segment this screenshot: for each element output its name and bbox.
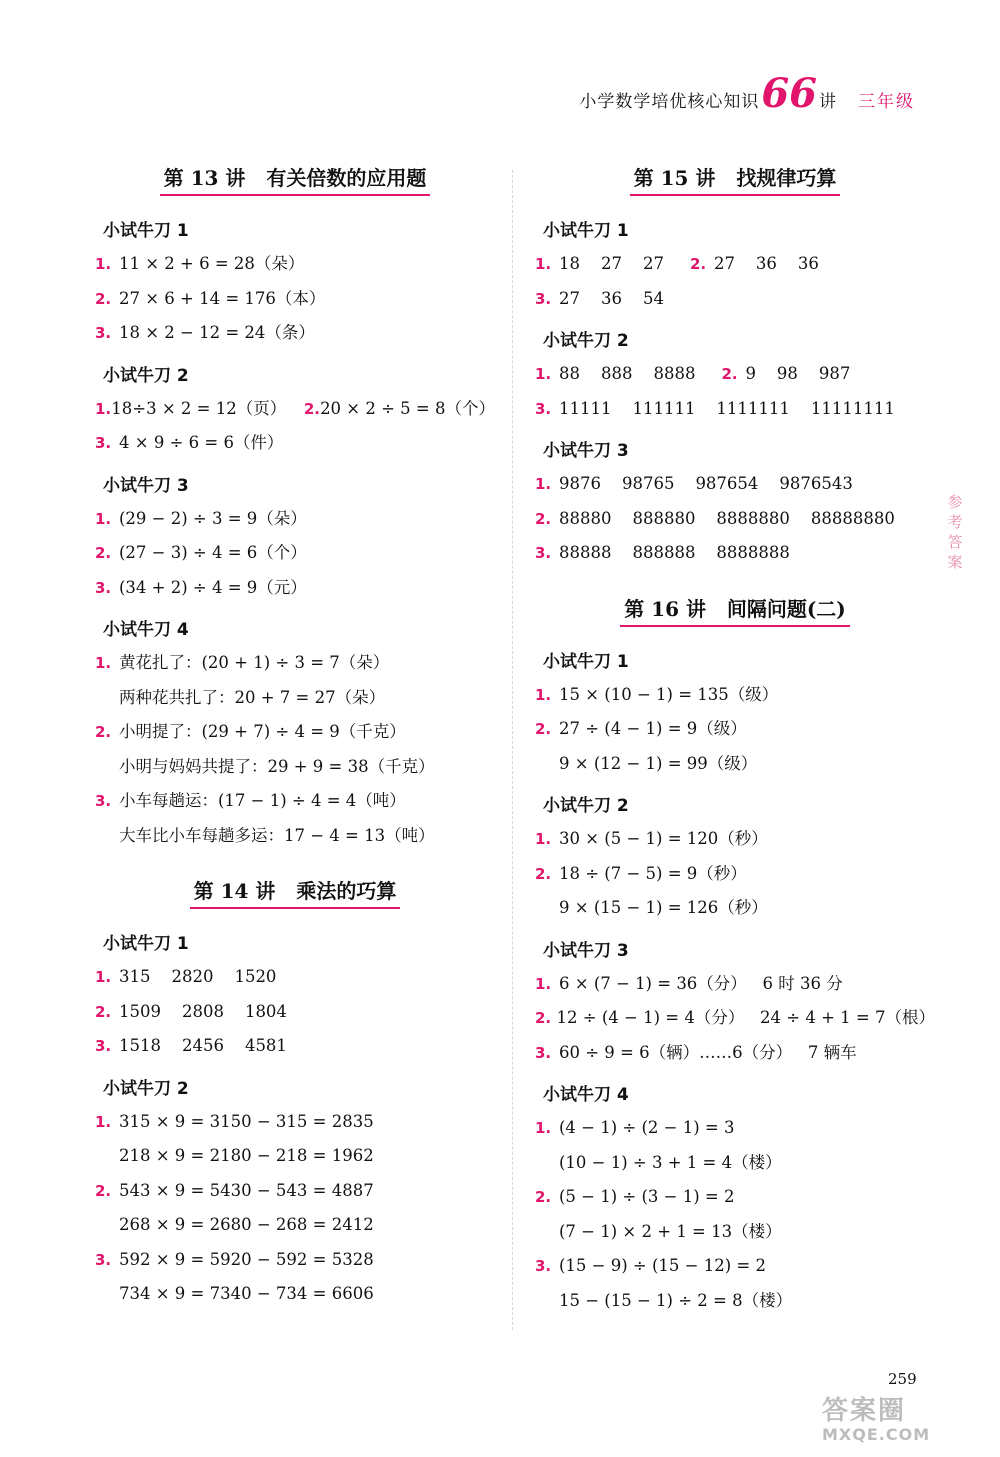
question-number: 1.	[535, 830, 552, 848]
answer-text: 小明与妈妈共提了：29 + 9 = 38（千克）	[119, 756, 435, 776]
answer-text: 27 36 36	[713, 254, 819, 273]
answer-text: 27 × 6 + 14 = 176（本）	[119, 288, 326, 308]
grade-label: 三年级	[858, 92, 915, 112]
answer-text: 60 ÷ 9 = 6（辆）……6（分） 7 辆车	[559, 1042, 857, 1062]
answer-line	[535, 678, 935, 713]
question-number: 2.	[721, 365, 738, 383]
question-number: 3.	[535, 1257, 552, 1275]
answer-line	[95, 392, 495, 427]
answer-text: 27 36 54	[559, 288, 664, 308]
answer-line	[95, 681, 495, 716]
question-number: 3.	[535, 544, 552, 562]
answer-text: 两种花共扎了：20 + 7 = 27（朵）	[119, 687, 386, 707]
answer-line	[535, 1284, 935, 1319]
answer-text: 315 × 9 = 3150 − 315 = 2835	[119, 1111, 374, 1131]
answer-line	[95, 960, 495, 995]
answer-line	[95, 1174, 495, 1209]
question-number: 3.	[95, 324, 112, 342]
answer-line	[95, 502, 495, 537]
answer-text: 18 ÷ (7 − 5) = 9（秒）	[559, 863, 747, 883]
answer-line	[95, 571, 495, 606]
section-heading: 小试牛刀 1	[103, 221, 189, 241]
answer-text: 小车每趟运：(17 − 1) ÷ 4 = 4（吨）	[119, 791, 406, 810]
question-number: 3.	[95, 1250, 112, 1269]
lecture-14-title: 第 14 讲 乘法的巧算	[190, 875, 401, 909]
answer-line	[95, 426, 495, 461]
question-number: 2.	[535, 720, 552, 738]
question-number: 3.	[95, 434, 112, 452]
question-number: 2.	[95, 289, 112, 308]
answer-line	[535, 1215, 935, 1250]
answer-line	[535, 1001, 935, 1036]
question-number: 3.	[535, 1043, 552, 1062]
lecture-16-title: 第 16 讲 间隔问题(二)	[620, 593, 850, 627]
lecture-13-title: 第 13 讲 有关倍数的应用题	[160, 162, 431, 196]
answer-text: 592 × 9 = 5920 − 592 = 5328	[119, 1249, 374, 1269]
question-number: 1.	[535, 974, 552, 993]
answer-text: 4 × 9 ÷ 6 = 6（件）	[119, 433, 284, 452]
answer-text: 6 × (7 − 1) = 36（分） 6 时 36 分	[559, 973, 843, 993]
column-divider	[512, 170, 513, 1330]
answer-text: (10 − 1) ÷ 3 + 1 = 4（楼）	[559, 1152, 782, 1172]
answer-text: 1509 2808 1804	[119, 1001, 287, 1021]
answer-text: (34 + 2) ÷ 4 = 9（元）	[119, 577, 307, 597]
answer-line	[95, 995, 495, 1030]
answer-line	[95, 247, 495, 282]
section-heading: 小试牛刀 1	[543, 651, 629, 672]
answer-line	[95, 536, 495, 571]
question-number: 1.	[95, 1112, 112, 1131]
lecture-15-heading-wrap	[535, 162, 935, 196]
answer-line	[95, 1029, 495, 1064]
answer-line	[535, 392, 935, 427]
question-number: 1.	[535, 255, 552, 273]
answer-text: (4 − 1) ÷ (2 − 1) = 3	[559, 1118, 735, 1137]
book-title: 小学数学培优核心知识	[579, 92, 760, 112]
answer-line	[95, 1105, 495, 1140]
answer-line	[535, 891, 935, 926]
question-number: 1.	[95, 255, 112, 273]
answer-line	[95, 1243, 495, 1278]
answer-text: 543 × 9 = 5430 − 543 = 4887	[119, 1180, 374, 1200]
answer-text: 1518 2456 4581	[119, 1036, 287, 1055]
question-number: 2.	[95, 1181, 112, 1200]
answer-text: (27 − 3) ÷ 4 = 6（个）	[119, 543, 307, 562]
answer-text: 218 × 9 = 2180 − 218 = 1962	[119, 1146, 374, 1165]
section-heading: 小试牛刀 3	[103, 475, 189, 496]
answer-line	[95, 1139, 495, 1174]
answer-text: 黄花扎了：(20 + 1) ÷ 3 = 7（朵）	[119, 653, 390, 672]
side-tab-label: 参考答案	[947, 493, 963, 571]
question-number: 1.	[95, 509, 112, 528]
answer-line	[535, 822, 935, 857]
question-number: 1.	[95, 654, 112, 672]
left-column	[95, 162, 495, 1312]
section-heading: 小试牛刀 3	[543, 441, 629, 461]
section-heading: 小试牛刀 4	[543, 1085, 629, 1105]
question-number: 3.	[535, 289, 552, 308]
question-number: 1.	[535, 365, 552, 383]
answer-text: 18 × 2 − 12 = 24（条）	[119, 323, 315, 342]
answer-text: 268 × 9 = 2680 − 268 = 2412	[119, 1215, 374, 1234]
answer-line	[95, 1277, 495, 1312]
section-heading: 小试牛刀 4	[103, 620, 189, 640]
answer-line	[535, 536, 935, 571]
answer-text: 9 × (12 − 1) = 99（级）	[559, 753, 758, 773]
answer-line	[95, 316, 495, 351]
answer-line	[535, 1180, 935, 1215]
answer-text: 18 27 27	[559, 254, 664, 273]
answer-line	[535, 747, 935, 782]
section-heading: 小试牛刀 1	[103, 934, 189, 954]
question-number: 1.	[535, 1119, 552, 1137]
question-number: 3.	[95, 792, 112, 810]
answer-text: (7 − 1) × 2 + 1 = 13（楼）	[559, 1221, 782, 1241]
answer-line	[535, 857, 935, 892]
answer-line	[535, 1111, 935, 1146]
answer-text: (29 − 2) ÷ 3 = 9（朵）	[119, 508, 307, 528]
question-number: 2.	[535, 1009, 552, 1027]
answer-line	[535, 467, 935, 502]
answer-line	[535, 247, 935, 282]
lecture-16-heading-wrap	[535, 593, 935, 627]
answer-text: 大车比小车每趟多运：17 − 4 = 13（吨）	[119, 825, 435, 845]
answer-text: 小明提了：(29 + 7) ÷ 4 = 9（千克）	[119, 722, 406, 741]
watermark-domain: MXQE.COM	[822, 1425, 931, 1444]
lecture-14-heading-wrap	[95, 875, 495, 909]
question-number: 3.	[95, 578, 112, 597]
question-number: 2.	[95, 1002, 112, 1021]
answer-line	[535, 282, 935, 317]
question-number: 1.	[95, 968, 112, 986]
question-number: 2.	[95, 544, 112, 562]
page-number: 259	[888, 1370, 917, 1388]
answer-line	[535, 502, 935, 537]
answer-line	[95, 784, 495, 819]
question-number: 2.	[535, 509, 552, 528]
answer-text: 88888 888888 8888888	[559, 543, 790, 562]
question-number: 2.	[535, 864, 552, 883]
answer-text: 9876 98765 987654 9876543	[559, 474, 853, 493]
section-heading: 小试牛刀 2	[543, 796, 629, 816]
section-heading: 小试牛刀 2	[103, 1078, 189, 1099]
answer-line	[535, 967, 935, 1002]
right-column	[535, 162, 935, 1318]
answer-text: 18÷3 × 2 = 12（页）	[111, 398, 287, 418]
answer-text: 20 × 2 ÷ 5 = 8（个）	[320, 398, 495, 418]
question-number: 1.	[535, 685, 552, 704]
lecture-15-title: 第 15 讲 找规律巧算	[630, 162, 841, 196]
answer-text: 30 × (5 − 1) = 120（秒）	[559, 829, 768, 848]
section-heading: 小试牛刀 1	[543, 221, 629, 241]
question-number: 2.	[535, 1188, 552, 1206]
answer-line	[535, 1249, 935, 1284]
answer-text: 88880 888880 8888880 88888880	[559, 508, 895, 528]
answer-line	[535, 712, 935, 747]
question-number: 2.	[95, 723, 112, 741]
answer-line	[535, 1146, 935, 1181]
answer-text: 27 ÷ (4 − 1) = 9（级）	[559, 719, 747, 738]
answer-text: (15 − 9) ÷ (15 − 12) = 2	[559, 1256, 766, 1275]
watermark-text: 答案圈	[822, 1396, 907, 1426]
section-heading: 小试牛刀 3	[543, 940, 629, 961]
question-number: 3.	[95, 1037, 112, 1055]
answer-line	[95, 282, 495, 317]
question-number: 2.	[689, 255, 707, 273]
answer-text: 88 888 8888	[559, 364, 696, 383]
book-header	[579, 70, 915, 117]
lecture-13-heading-wrap	[95, 162, 495, 196]
question-number: 1.	[535, 475, 552, 493]
answer-text: 9 98 987	[745, 364, 851, 383]
answer-text: 12 ÷ (4 − 1) = 4（分） 24 ÷ 4 + 1 = 7（根）	[556, 1008, 935, 1027]
answer-line	[95, 715, 495, 750]
answer-text: (5 − 1) ÷ (3 − 1) = 2	[559, 1187, 735, 1206]
answer-text: 11111 111111 1111111 11111111	[559, 398, 895, 418]
section-heading: 小试牛刀 2	[543, 331, 629, 351]
answer-line	[535, 357, 935, 392]
answer-text: 11 × 2 + 6 = 28（朵）	[119, 254, 305, 273]
watermark-logo	[822, 1390, 992, 1450]
book-title-suffix: 讲	[819, 92, 836, 112]
answer-line	[535, 1036, 935, 1071]
answer-text: 734 × 9 = 7340 − 734 = 6606	[119, 1284, 374, 1303]
answer-line	[95, 646, 495, 681]
answer-text: 15 × (10 − 1) = 135（级）	[559, 684, 779, 704]
answer-text: 315 2820 1520	[119, 967, 277, 986]
answer-line	[95, 1208, 495, 1243]
answer-line	[95, 819, 495, 854]
question-number: 3.	[535, 399, 552, 418]
answer-text: 9 × (15 − 1) = 126（秒）	[559, 898, 768, 917]
answer-line	[95, 750, 495, 785]
section-heading: 小试牛刀 2	[103, 365, 189, 386]
question-number: 1.	[95, 399, 112, 418]
answer-text: 15 − (15 − 1) ÷ 2 = 8（楼）	[559, 1290, 793, 1310]
book-title-number: 66	[761, 70, 817, 117]
question-number: 2.	[303, 399, 320, 418]
